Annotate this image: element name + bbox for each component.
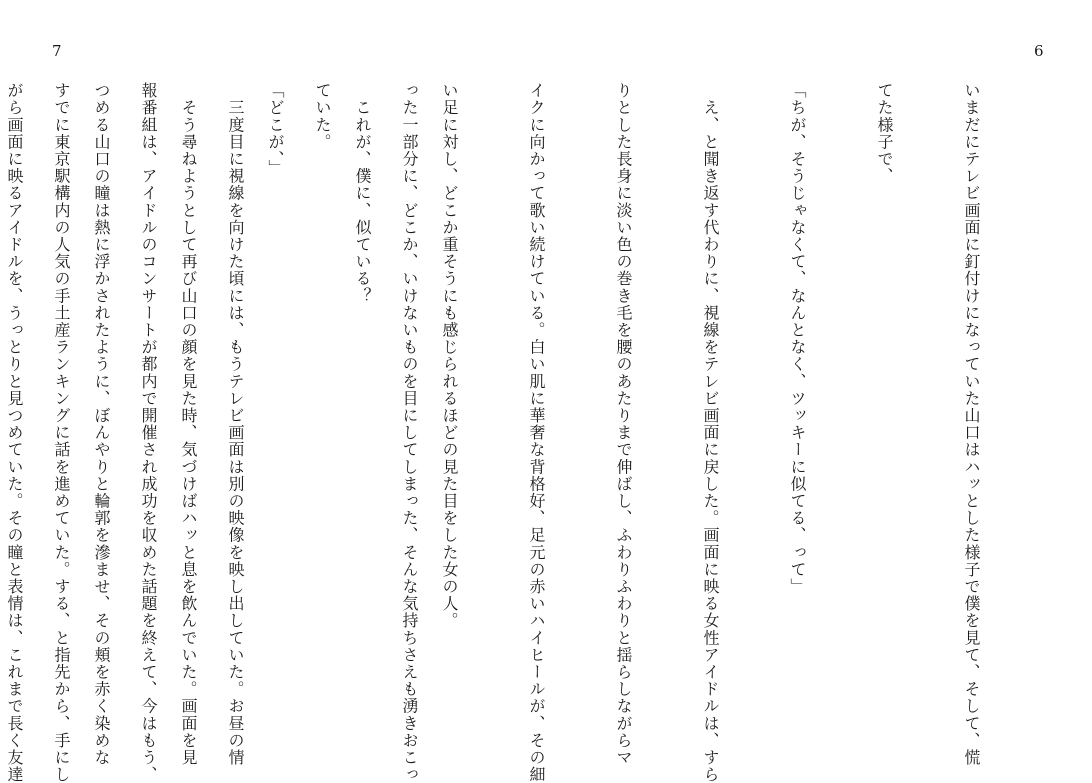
text-line: い足に対し、どこか重そうにも感じられるほどの見た目をした女の人。 [440,82,459,630]
page-number-left: 7 [52,42,62,60]
text-line: りとした長身に淡い色の巻き毛を腰のあたりまで伸ばし、ふわりふわりと揺らしながらマ [614,82,633,766]
text-line: これが、僕に、似ている？ [353,82,372,305]
text-line: つめる山口の瞳は熱に浮かされたように、ぼんやりと輪郭を滲ませ、その頬を赤く染めな [92,82,111,766]
text-line: いまだにテレビ画面に釘付けになっていた山口はハッとした様子で僕を見て、そして、慌 [962,82,981,766]
text-line: そう尋ねようとして再び山口の顔を見た時、気づけばハッと息を飲んでいた。画面を見 [179,82,198,766]
text-line: 「ちが、そうじゃなくて、なんとなく、ツッキーに似てる、って」 [788,82,807,595]
text-line: 三度目に視線を向けた頃には、もうテレビ画面は別の映像を映し出していた。お昼の情 [226,82,245,766]
text-line: った一部分に、どこか、いけないものを目にしてしまった、そんな気持ちさえも湧きおこっ [400,82,419,783]
page-number-right: 6 [1034,42,1044,60]
text-line: すでに東京駅構内の人気の手土産ランキングに話を進めていた。する、と指先から、手にし [52,82,71,783]
text-line: ていた。 [313,82,332,151]
text-line: てた様子で、 [875,82,894,185]
text-line: 報番組は、アイドルのコンサートが都内で開催され成功を収めた話題を終えて、今はもう、 [139,82,158,783]
text-line: イクに向かって歌い続けている。白い肌に華奢な背格好、足元の赤いハイヒールが、その細 [527,82,546,783]
text-line: がら画面に映るアイドルを、うっとりと見つめていた。その瞳と表情は、これまで長く友達 [5,82,24,783]
text-line: 「どこが、」 [266,82,285,177]
text-line: え、と聞き返す代わりに、視線をテレビ画面に戻した。画面に映る女性アイドルは、すら [701,82,720,783]
